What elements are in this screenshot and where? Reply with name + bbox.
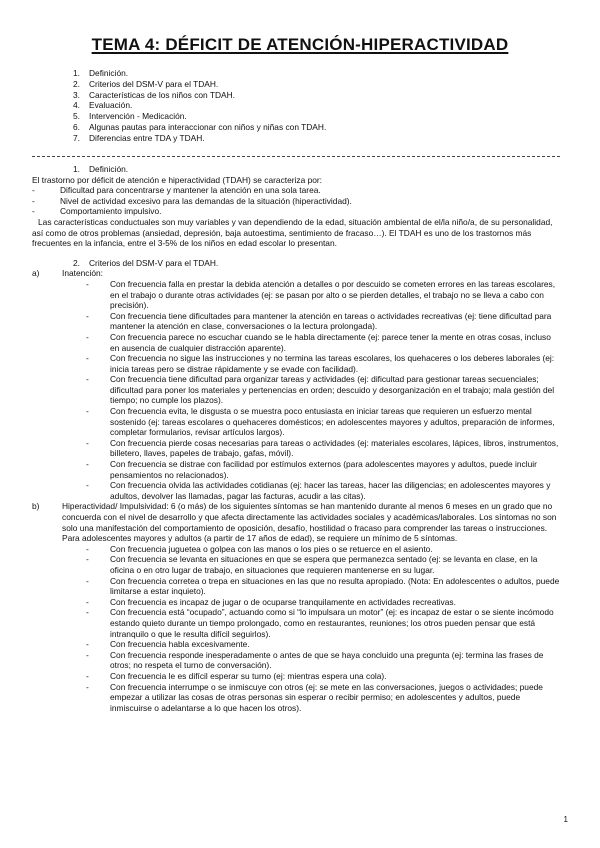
toc-text: Características de los niños con TDAH. <box>89 89 236 100</box>
dash-bullet: - <box>86 374 89 385</box>
list-item <box>86 576 560 597</box>
subsection-b <box>32 501 560 543</box>
dash-bullet: - <box>86 480 89 491</box>
section-2-heading <box>32 258 560 269</box>
section-1-bullets <box>32 185 560 217</box>
section-divider <box>32 156 560 157</box>
list-item-text: Con frecuencia no sigue las instrucciones y no termina las tareas escolares, los quehaceres o los deberes laborales (ej: inicia tareas pero se distrae rápidamente y se evade con facilidad). <box>110 353 555 374</box>
list-item <box>32 196 560 207</box>
subsection-b-intro: Hiperactividad/ Impulsividad: 6 (o más) de los siguientes síntomas se han mantenido durante al menos 6 meses en un grado que no concuerda con el nivel de desarrollo y que afecta directamente las actividades sociales y académicas/laborales. Los síntomas no son solo una manifestación del comportamiento de oposición, desafío, hostilidad o fracaso para comprender las tareas o instrucciones. Para adolescentes mayores y adultos (a partir de 17 años de edad), se requiere un mínimo de 5 síntomas. <box>62 501 557 544</box>
dash-bullet: - <box>86 353 89 364</box>
list-item-text: Con frecuencia parece no escuchar cuando se le habla directamente (ej: parece tener la mente en otras cosas, incluso en ausencia de cualquier distracción aparente). <box>110 331 551 353</box>
dash-bullet: - <box>86 459 89 470</box>
list-item-text: Con frecuencia falla en prestar la debida atención a detalles o por descuido se cometen errores en las tareas escolares, en el trabajo o durante otras actividades (ej: se pasan por alto o se pierden detalles, el trabajo no se lleva a cabo con precisión). <box>110 278 556 311</box>
list-item-text: Con frecuencia se levanta en situaciones en que se espera que permanezca sentado (ej: se levanta en clase, en la oficina o en otro lugar de trabajo, en situaciones que requieren mantenerse en su lugar. <box>110 554 538 575</box>
toc-number: 5. <box>73 111 80 122</box>
page-title <box>0 35 600 54</box>
toc-item <box>60 100 560 111</box>
list-item-text: Con frecuencia interrumpe o se inmiscuye con otros (ej: se mete en las conversaciones, juegos o actividades; puede empezar a utilizar las cosas de otras personas sin esperar o recibir permiso; en adolescentes y adultos, puede inmiscuirse o adelantarse a lo que hacen los otros). <box>110 681 543 713</box>
list-item <box>86 639 560 650</box>
subsection-label: b) <box>32 501 40 512</box>
dash-bullet: - <box>86 575 89 586</box>
dash-bullet: - <box>86 670 89 681</box>
toc-number: 6. <box>73 121 80 132</box>
section-1-heading <box>32 164 560 175</box>
dash-bullet: - <box>86 406 89 417</box>
title-text: TEMA 4: DÉFICIT DE ATENCIÓN-HIPERACTIVIDAD <box>91 35 509 54</box>
section-1-paragraph: Las características conductuales son muy variables y van dependiendo de la edad, situación ambiental de el/la niño/a, de su personalidad, así como de otros problemas (ansiedad, depresión, baja autoestima, sentimiento de fracaso…). El TDAH es uno de los trastornos más frecuentes en la infancia, entre el 3-5% de los niños en edad escolar lo presentan. <box>32 216 553 249</box>
hyperactivity-criteria-list <box>32 544 560 714</box>
section-heading-text: Criterios del DSM-V para el TDAH. <box>89 257 219 268</box>
toc-item <box>60 90 560 101</box>
list-item-text: Con frecuencia está “ocupado”, actuando como si “lo impulsara un motor” (ej: es incapaz de estar o se siente incómodo estando quieto durante un tiempo prolongado, como en restaurantes, reuniones; los otros pueden pensar que está intranquilo o que le resulta difícil seguirlos). <box>110 607 554 639</box>
list-item <box>86 671 560 682</box>
dash-bullet: - <box>86 607 89 618</box>
list-item <box>86 353 560 374</box>
list-item-text: Con frecuencia corretea o trepa en situaciones en las que no resulta apropiado. (Nota: En adolescentes o adultos, puede limitarse a estar inquieto). <box>110 575 560 597</box>
section-number: 2. <box>73 257 80 268</box>
list-item <box>86 438 560 459</box>
section-1-intro: El trastorno por déficit de atención e hiperactividad (TDAH) se caracteriza por: <box>32 174 323 185</box>
toc-number: 2. <box>73 78 80 89</box>
list-item-text: Comportamiento impulsivo. <box>60 206 162 217</box>
toc-text: Diferencias entre TDA y TDAH. <box>89 132 205 143</box>
list-item <box>86 607 560 639</box>
toc-number: 7. <box>73 132 80 143</box>
toc-item <box>60 122 560 133</box>
subsection-label: a) <box>32 268 40 279</box>
table-of-contents <box>60 68 560 144</box>
toc-text: Evaluación. <box>89 100 133 111</box>
toc-number: 1. <box>73 68 80 78</box>
list-item-text: Con frecuencia pierde cosas necesarias para tareas o actividades (ej: materiales escolares, lápices, libros, instrumentos, billetero, llaves, papeles de trabajo, gafas, móvil). <box>110 437 559 459</box>
dash-bullet: - <box>86 596 89 607</box>
toc-text: Criterios del DSM-V para el TDAH. <box>89 78 219 89</box>
list-item <box>86 597 560 608</box>
list-item-text: Con frecuencia tiene dificultades para mantener la atención en tareas o actividades recreativas (ej: tiene dificultad para mantener la atención en clase, conversaciones o la lectura prolongada). <box>110 310 552 332</box>
toc-number: 4. <box>73 100 80 111</box>
list-item <box>86 682 560 714</box>
dash-bullet: - <box>86 681 89 692</box>
dash-bullet: - <box>86 543 89 554</box>
list-item-text: Con frecuencia juguetea o golpea con las manos o los pies o se retuerce en el asiento. <box>110 543 433 554</box>
list-item <box>86 279 560 311</box>
toc-number: 3. <box>73 89 80 100</box>
list-item-text: Con frecuencia evita, le disgusta o se muestra poco entusiasta en iniciar tareas que requieren un esfuerzo mental sostenido (ej: tareas escolares o quehaceres domésticos; en adolescentes mayores y adultos, preparación de informes, completar formularios, revisar artículos largos). <box>110 406 555 438</box>
list-item-text: Con frecuencia se distrae con facilidad por estímulos externos (para adolescentes mayores y adultos, puede incluir pensamientos no relacionados). <box>110 459 537 480</box>
list-item <box>86 480 560 501</box>
list-item-text: Nivel de actividad excesivo para las demandas de la situación (hiperactividad). <box>60 195 352 206</box>
toc-item <box>60 111 560 122</box>
dash-bullet: - <box>86 331 89 342</box>
dash-bullet: - <box>86 278 89 289</box>
toc-item <box>60 79 560 90</box>
dash-bullet: - <box>32 185 35 196</box>
dash-bullet: - <box>86 310 89 321</box>
dash-bullet: - <box>86 437 89 448</box>
list-item <box>86 332 560 353</box>
document-body <box>32 164 560 713</box>
toc-text: Intervención - Medicación. <box>89 111 187 122</box>
subsection-heading-text: Inatención: <box>62 268 103 279</box>
list-item <box>86 650 560 671</box>
inattention-criteria-list <box>32 279 560 501</box>
list-item <box>86 459 560 480</box>
dash-bullet: - <box>32 206 35 217</box>
list-item-text: Con frecuencia olvida las actividades cotidianas (ej: hacer las tareas, hacer las diligencias; en adolescentes mayores y adultos, devolver las llamadas, pagar las facturas, acudir a las citas). <box>110 480 551 501</box>
section-heading-text: Definición. <box>89 164 129 174</box>
page-number: 1 <box>563 815 568 825</box>
toc-text: Definición. <box>89 68 129 78</box>
list-item <box>86 554 560 575</box>
toc-item <box>60 68 560 79</box>
toc-item <box>60 133 560 144</box>
list-item <box>86 544 560 555</box>
dash-bullet: - <box>86 639 89 650</box>
list-item-text: Dificultad para concentrarse y mantener la atención en una sola tarea. <box>60 185 321 196</box>
list-item <box>86 311 560 332</box>
list-item-text: Con frecuencia responde inesperadamente o antes de que se haya concluido una pregunta (ej: termina las frases de otros; no respeta el turno de conversación). <box>110 649 544 671</box>
list-item-text: Con frecuencia tiene dificultad para organizar tareas y actividades (ej: dificultad para gestionar tareas secuenciales; dificultad para poner los materiales y pertenencias en orden; descuido y desorganización en el trabajo; mala gestión del tiempo; no cumple los plazos). <box>110 374 555 406</box>
section-number: 1. <box>73 164 80 174</box>
list-item <box>32 206 560 217</box>
dash-bullet: - <box>86 649 89 660</box>
list-item-text: Con frecuencia es incapaz de jugar o de ocuparse tranquilamente en actividades recreativas. <box>110 596 456 607</box>
list-item <box>86 374 560 406</box>
list-item-text: Con frecuencia le es difícil esperar su turno (ej: mientras espera una cola). <box>110 670 387 681</box>
list-item-text: Con frecuencia habla excesivamente. <box>110 639 250 650</box>
list-item <box>32 185 560 196</box>
dash-bullet: - <box>32 195 35 206</box>
toc-text: Algunas pautas para interaccionar con niños y niñas con TDAH. <box>89 121 327 132</box>
subsection-a-heading <box>32 268 560 279</box>
list-item <box>86 406 560 438</box>
dash-bullet: - <box>86 554 89 565</box>
